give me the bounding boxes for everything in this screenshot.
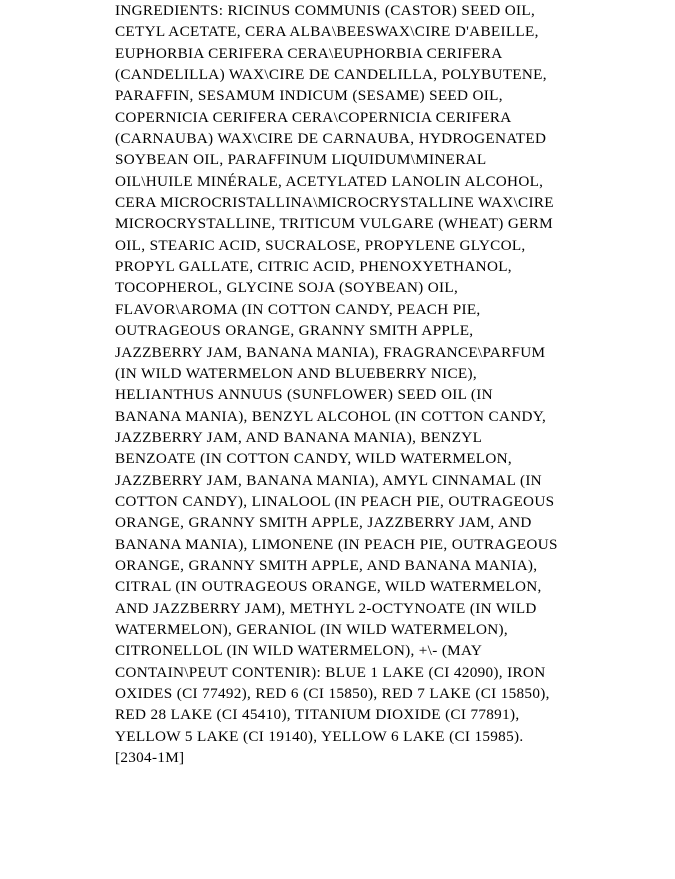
- ingredients-list-text: INGREDIENTS: RICINUS COMMUNIS (CASTOR) SEED OIL, CETYL ACETATE, CERA ALBA\BEESWAX\CIRE D'ABEILLE, EUPHORBIA CERIFERA CERA\EUPHORBIA CERIFERA (CANDELILLA) WAX\CIRE DE CANDELILLA, POLYBUTENE, PARAFFIN, SESAMUM INDICUM (SESAME) SEED OIL, COPERNICIA CERIFERA CERA\COPERNICIA CERIFERA (CARNAUBA) WAX\CIRE DE CARNAUBA, HYDROGENATED SOYBEAN OIL, PARAFFINUM LIQUIDUM\MINERAL OIL\HUILE MINÉRALE, ACETYLATED LANOLIN ALCOHOL, CERA MICROCRISTALLINA\MICROCRYSTALLINE WAX\CIRE MICROCRYSTALLINE, TRITICUM VULGARE (WHEAT) GERM OIL, STEARIC ACID, SUCRALOSE, PROPYLENE GLYCOL, PROPYL GALLATE, CITRIC ACID, PHENOXYETHANOL, TOCOPHEROL, GLYCINE SOJA (SOYBEAN) OIL, FLAVOR\AROMA (IN COTTON CANDY, PEACH PIE, OUTRAGEOUS ORANGE, GRANNY SMITH APPLE, JAZZBERRY JAM, BANANA MANIA), FRAGRANCE\PARFUM (IN WILD WATERMELON AND BLUEBERRY NICE), HELIANTHUS ANNUUS (SUNFLOWER) SEED OIL (IN BANANA MANIA), BENZYL ALCOHOL (IN COTTON CANDY, JAZZBERRY JAM, AND BANANA MANIA), BENZYL BENZOATE (IN COTTON CANDY, WILD WATERMELON, JAZZBERRY JAM, BANANA MANIA), AMYL CINNAMAL (IN COTTON CANDY), LINALOOL (IN PEACH PIE, OUTRAGEOUS ORANGE, GRANNY SMITH APPLE, JAZZBERRY JAM, AND BANANA MANIA), LIMONENE (IN PEACH PIE, OUTRAGEOUS ORANGE, GRANNY SMITH APPLE, AND BANANA MANIA), CITRAL (IN OUTRAGEOUS ORANGE, WILD WATERMELON, AND JAZZBERRY JAM), METHYL 2-OCTYNOATE (IN WILD WATERMELON), GERANIOL (IN WILD WATERMELON), CITRONELLOL (IN WILD WATERMELON), +\- (MAY CONTAIN\PEUT CONTENIR): BLUE 1 LAKE (CI 42090), IRON OXIDES (CI 77492), RED 6 (CI 15850), RED 7 LAKE (CI 15850), RED 28 LAKE (CI 45410), TITANIUM DIOXIDE (CI 77891), YELLOW 5 LAKE (CI 19140), YELLOW 6 LAKE (CI 15985). [2304-1M]: [115, 2, 562, 767]
